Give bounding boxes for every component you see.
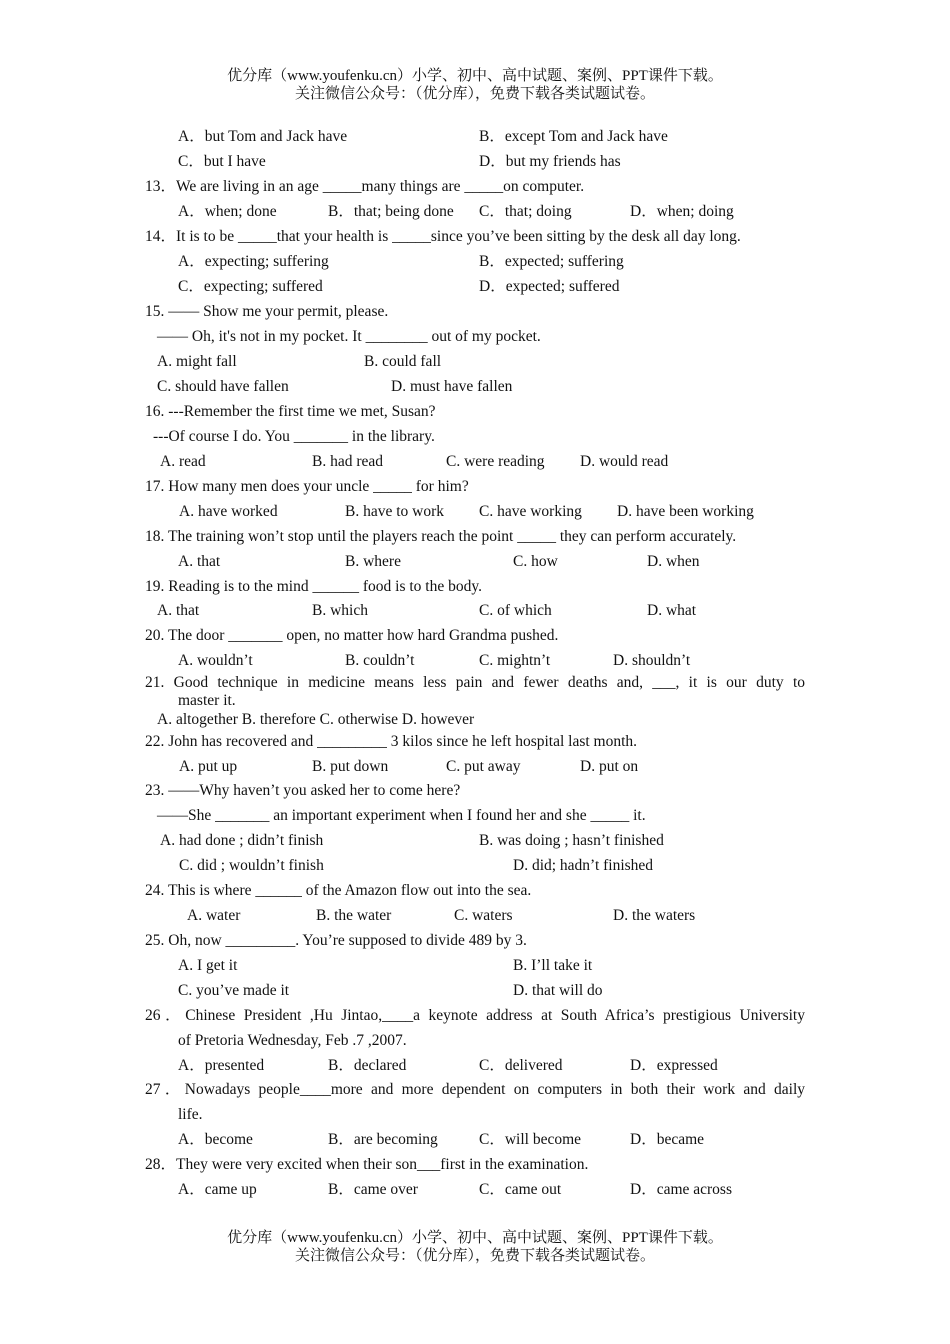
q28-stem: 28．They were very excited when their son___first in the examination. [145,1156,589,1173]
q15-option-d: D. must have fallen [391,378,513,395]
q19-option-a: A. that [157,602,200,619]
q15-reply: —— Oh, it's not in my pocket. It ________ out of my pocket. [157,328,541,345]
q24-option-c: C. waters [454,907,513,924]
q16-option-a: A. read [160,453,206,470]
q27-stem-line-1: 27．Nowadays people____more and more dependent on computers in both their work and daily [145,1081,805,1098]
q23-option-d: D. did; hadn’t finished [513,857,654,874]
q27-option-b: B．are becoming [328,1131,438,1148]
q23-option-c: C. did ; wouldn’t finish [179,857,324,874]
q23-stem: 23. ——Why haven’t you asked her to come here? [145,782,461,799]
header-line-1: 优分库（www.youfenku.cn）小学、初中、高中试题、案例、PPT课件下载。 [227,68,723,84]
footer-line-2: 关注微信公众号：（优分库），免费下载各类试题试卷。 [294,1248,655,1264]
q19-option-b: B. which [312,602,368,619]
q17-stem: 17. How many men does your uncle _____ for him? [145,478,469,495]
q23-reply: ——She _______ an important experiment when I found her and she _____ it. [157,807,646,824]
q19-option-d: D. what [647,602,697,619]
q15-option-b: B. could fall [364,353,442,370]
q26-stem-line-1: 26．Chinese President ,Hu Jintao,____a keynote address at South Africa’s prestigious University [145,1007,805,1024]
q14-stem: 14．It is to be _____that your health is _____since you’ve been sitting by the desk all day long. [145,228,741,245]
q17-option-a: A. have worked [179,503,278,520]
q18-option-c: C. how [513,553,558,570]
q21-options: A. altogether B. therefore C. otherwise D. however [157,711,475,728]
header-line-2: 关注微信公众号：（优分库），免费下载各类试题试卷。 [294,86,655,102]
q14-option-a: A．expecting; suffering [178,253,329,270]
q25-stem: 25. Oh, now _________. You’re supposed to divide 489 by 3. [145,932,527,949]
q27-stem-line-2: life. [178,1106,203,1123]
q26-option-a: A．presented [178,1057,265,1074]
q24-option-a: A. water [187,907,241,924]
q26-stem-line-2: of Pretoria Wednesday, Feb .7 ,2007. [178,1032,407,1049]
q12-option-c: C．but I have [178,153,266,170]
q13-option-b: B．that; being done [328,203,454,220]
q13-option-c: C．that; doing [479,203,572,220]
q18-option-b: B. where [345,553,401,570]
q22-option-a: A. put up [179,758,238,775]
q24-option-b: B. the water [316,907,392,924]
q20-option-c: C. mightn’t [479,652,551,669]
q16-stem: 16. ---Remember the first time we met, Susan? [145,403,436,420]
q27-option-d: D．became [630,1131,705,1148]
q18-option-a: A. that [178,553,221,570]
q15-stem: 15. —— Show me your permit, please. [145,303,389,320]
q25-option-a: A. I get it [178,957,238,974]
q18-stem: 18. The training won’t stop until the players reach the point _____ they can perform accurately. [145,528,737,545]
q22-option-c: C. put away [446,758,521,775]
q12-option-b: B．except Tom and Jack have [479,128,668,145]
q28-option-a: A．came up [178,1181,257,1198]
q13-option-a: A．when; done [178,203,277,220]
q22-stem: 22. John has recovered and _________ 3 kilos since he left hospital last month. [145,733,638,750]
q15-option-a: A. might fall [157,353,237,370]
q19-stem: 19. Reading is to the mind ______ food is to the body. [145,578,482,595]
q24-stem: 24. This is where ______ of the Amazon flow out into the sea. [145,882,532,899]
q19-option-c: C. of which [479,602,552,619]
q16-option-c: C. were reading [446,453,545,470]
q18-option-d: D. when [647,553,700,570]
q22-option-b: B. put down [312,758,389,775]
q27-option-c: C．will become [479,1131,582,1148]
q13-option-d: D．when; doing [630,203,734,220]
q26-option-b: B．declared [328,1057,407,1074]
page-footer [0,1229,950,1265]
q22-option-d: D. put on [580,758,639,775]
q16-option-b: B. had read [312,453,384,470]
q21-stem-line-1: 21. Good technique in medicine means less pain and fewer deaths and, ___, it is our duty to [145,674,805,691]
q27-option-a: A．become [178,1131,253,1148]
page-header [0,67,950,103]
q12-option-a: A．but Tom and Jack have [178,128,348,145]
q21-stem-line-2: master it. [178,692,236,709]
q20-stem: 20. The door _______ open, no matter how hard Grandma pushed. [145,627,559,644]
q16-option-d: D. would read [580,453,669,470]
q14-option-d: D．expected; suffered [479,278,620,295]
q20-option-b: B. couldn’t [345,652,415,669]
q25-option-b: B. I’ll take it [513,957,593,974]
q28-option-b: B．came over [328,1181,418,1198]
q23-option-b: B. was doing ; hasn’t finished [479,832,664,849]
q28-option-d: D．came across [630,1181,732,1198]
footer-line-1: 优分库（www.youfenku.cn）小学、初中、高中试题、案例、PPT课件下载。 [227,1230,723,1246]
q26-option-d: D．expressed [630,1057,718,1074]
q15-option-c: C. should have fallen [157,378,289,395]
q25-option-d: D. that will do [513,982,603,999]
q26-option-c: C．delivered [479,1057,563,1074]
q20-option-a: A. wouldn’t [178,652,253,669]
q13-stem: 13．We are living in an age _____many things are _____on computer. [145,178,585,195]
q20-option-d: D. shouldn’t [613,652,691,669]
q28-option-c: C．came out [479,1181,562,1198]
q14-option-c: C．expecting; suffered [178,278,323,295]
q23-option-a: A. had done ; didn’t finish [160,832,324,849]
q17-option-b: B. have to work [345,503,445,520]
q17-option-c: C. have working [479,503,582,520]
q25-option-c: C. you’ve made it [178,982,290,999]
q12-option-d: D．but my friends has [479,153,621,170]
q17-option-d: D. have been working [617,503,754,520]
q16-reply: ---Of course I do. You _______ in the library. [153,428,435,445]
q14-option-b: B．expected; suffering [479,253,624,270]
q24-option-d: D. the waters [613,907,696,924]
